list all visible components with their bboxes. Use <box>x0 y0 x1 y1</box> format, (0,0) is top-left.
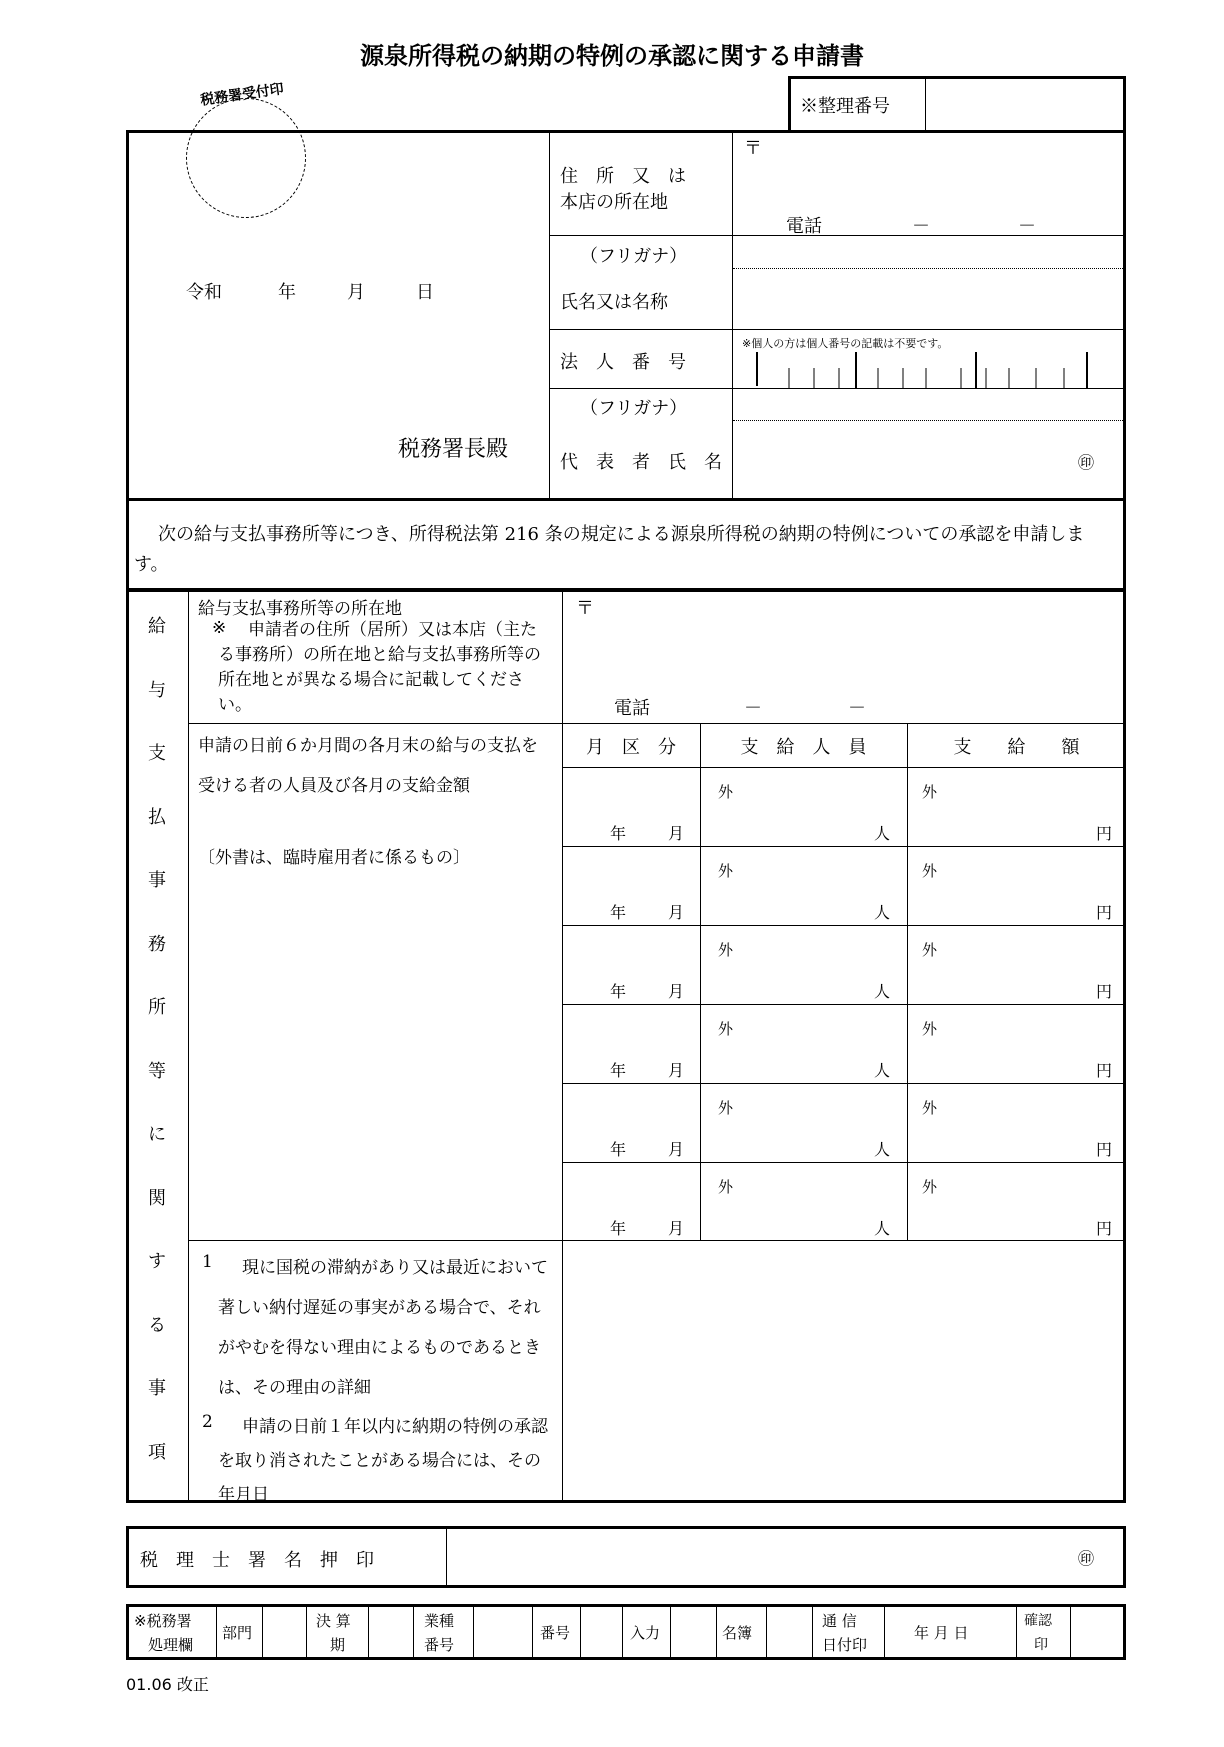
tax-accountant-seal-icon: ㊞ <box>1078 1549 1095 1568</box>
row-amount-field[interactable] <box>910 1166 1090 1237</box>
office-use-tsushin-1: 通 信 <box>822 1612 857 1630</box>
rep-name-field[interactable] <box>735 423 1065 495</box>
office-use-kakunin-2: 印 <box>1034 1637 1048 1653</box>
row-temp-amount-label: 外 <box>922 783 938 801</box>
date-year-label: 年 <box>278 282 296 303</box>
row-month-label: 月 <box>668 903 685 922</box>
office-use-nyuryoku: 入力 <box>630 1624 661 1642</box>
office-location-note-mark: ※ <box>212 618 227 638</box>
tax-accountant-label: 税 理 士 署 名 押 印 <box>140 1550 374 1571</box>
row-yen-unit: 円 <box>1096 824 1113 843</box>
row-month-label: 月 <box>668 824 685 843</box>
side-label-char: 項 <box>148 1441 166 1463</box>
office-use-gyoshu-1: 業種 <box>424 1612 455 1630</box>
row-amount-field[interactable] <box>910 771 1090 842</box>
row-temp-persons-label: 外 <box>718 941 734 959</box>
office-location-label: 給与支払事務所等の所在地 <box>198 599 402 619</box>
row-person-unit: 人 <box>874 982 891 1001</box>
stamp-label: 税務署受付印 <box>199 81 285 109</box>
side-label-char: 事 <box>148 1378 166 1399</box>
tax-accountant-field[interactable] <box>450 1530 1070 1584</box>
row-temp-amount-label: 外 <box>922 941 938 959</box>
note-1-text: 現に国税の滞納があり又は最近において著しい納付遅延の事実がある場合で、それがやむを得ない理由によるものであるときは、その理由の詳細 <box>218 1258 548 1398</box>
name-field[interactable] <box>735 270 1123 327</box>
furigana-label: （フリガナ） <box>580 246 688 267</box>
row-person-unit: 人 <box>874 903 891 922</box>
row-amount-field[interactable] <box>910 929 1090 1000</box>
postal-mark: 〒 <box>744 138 762 159</box>
office-phone-dash-2: － <box>848 698 866 719</box>
office-location-note: 申請者の住所（居所）又は本店（主たる事務所）の所在地と給与支払事務所等の所在地とが異なる場合に記載してください。 <box>218 620 541 715</box>
office-phone-dash-1: － <box>744 698 762 719</box>
side-label-char: 関 <box>148 1187 166 1209</box>
row-amount-field[interactable] <box>910 1008 1090 1079</box>
furigana-field[interactable] <box>735 238 1123 266</box>
row-person-unit: 人 <box>874 1140 891 1159</box>
row-person-unit: 人 <box>874 824 891 843</box>
side-label-char: 支 <box>148 743 166 764</box>
office-use-box <box>126 1604 1126 1660</box>
revision-note: 01.06 改正 <box>126 1675 209 1694</box>
row-year-label: 年 <box>610 982 627 1001</box>
note-2-number: 2 <box>202 1412 213 1432</box>
side-label-char: 務 <box>148 933 166 955</box>
tax-office-addressee: 税務署長殿 <box>398 437 509 462</box>
row-yen-unit: 円 <box>1096 982 1113 1001</box>
note-1-number: 1 <box>202 1252 213 1272</box>
row-month-field[interactable] <box>565 1087 697 1158</box>
office-phone-label: 電話 <box>614 698 650 719</box>
corp-number-note: ※個人の方は個人番号の記載は不要です。 <box>742 337 949 350</box>
row-yen-unit: 円 <box>1096 1219 1113 1238</box>
row-yen-unit: 円 <box>1096 1140 1113 1159</box>
phone-dash-1: － <box>912 216 930 237</box>
row-persons-field[interactable] <box>703 929 863 1000</box>
office-address-field[interactable] <box>600 594 1120 684</box>
row-temp-persons-label: 外 <box>718 1020 734 1038</box>
office-use-bango: 番号 <box>540 1624 571 1642</box>
row-month-field[interactable] <box>565 1008 697 1079</box>
side-label-char: る <box>148 1314 166 1336</box>
rep-name-label: 代 表 者 氏 名 <box>560 452 722 473</box>
row-persons-field[interactable] <box>703 771 863 842</box>
address-label-2: 本店の所在地 <box>560 192 668 213</box>
row-month-field[interactable] <box>565 771 697 842</box>
row-temp-amount-label: 外 <box>922 1099 938 1117</box>
row-temp-amount-label: 外 <box>922 1020 938 1038</box>
row-amount-field[interactable] <box>910 1087 1090 1158</box>
row-persons-field[interactable] <box>703 1008 863 1079</box>
side-label <box>140 612 174 1501</box>
row-temp-persons-label: 外 <box>718 1178 734 1196</box>
row-month-label: 月 <box>668 1140 685 1159</box>
seal-icon: ㊞ <box>1078 453 1095 472</box>
side-label-char: す <box>148 1251 166 1272</box>
note-2-text: 申請の日前１年以内に納期の特例の承認を取り消されたことがある場合には、その年月日 <box>218 1417 548 1505</box>
office-use-kakunin-1: 確認 <box>1024 1613 1052 1629</box>
date-day-label: 日 <box>416 282 434 303</box>
office-use-kessan-1: 決 算 <box>316 1612 351 1630</box>
row-yen-unit: 円 <box>1096 903 1113 922</box>
office-use-gyoshu-2: 番号 <box>424 1636 455 1654</box>
side-label-char: 払 <box>148 806 166 828</box>
row-month-label: 月 <box>668 982 685 1001</box>
row-year-label: 年 <box>610 1061 627 1080</box>
row-persons-field[interactable] <box>703 850 863 921</box>
row-year-label: 年 <box>610 824 627 843</box>
row-temp-persons-label: 外 <box>718 1099 734 1117</box>
address-label-1: 住 所 又 は <box>560 166 686 187</box>
side-label-char: 所 <box>148 997 166 1018</box>
name-label: 氏名又は名称 <box>560 292 668 313</box>
date-month-label: 月 <box>347 282 365 303</box>
row-month-field[interactable] <box>565 1166 697 1237</box>
office-use-meibo: 名簿 <box>722 1624 753 1642</box>
row-amount-field[interactable] <box>910 850 1090 921</box>
phone-label: 電話 <box>786 216 822 237</box>
application-statement: 次の給与支払事務所等につき、所得税法第 216 条の規定による源泉所得税の納期の特例についての承認を申請します。 <box>134 524 1085 575</box>
office-use-label-1: ※税務署 <box>134 1612 192 1630</box>
row-persons-field[interactable] <box>703 1087 863 1158</box>
side-label-char: 等 <box>148 1060 166 1082</box>
row-temp-amount-label: 外 <box>922 1178 938 1196</box>
office-use-kessan-2: 期 <box>330 1636 346 1654</box>
row-yen-unit: 円 <box>1096 1061 1113 1080</box>
row-persons-field[interactable] <box>703 1166 863 1237</box>
row-month-field[interactable] <box>565 850 697 921</box>
row-year-label: 年 <box>610 1140 627 1159</box>
seiri-number-label: ※整理番号 <box>800 96 890 117</box>
row-year-label: 年 <box>610 903 627 922</box>
rep-furigana-field[interactable] <box>735 391 1123 419</box>
row-month-field[interactable] <box>565 929 697 1000</box>
header-persons: 支 給 人 員 <box>740 737 867 758</box>
date-era: 令和 <box>186 282 222 303</box>
address-field[interactable] <box>760 136 1120 206</box>
office-postal-mark: 〒 <box>576 598 594 619</box>
side-label-char: に <box>148 1124 166 1145</box>
row-person-unit: 人 <box>874 1219 891 1238</box>
office-use-tsushin-2: 日付印 <box>822 1636 868 1654</box>
rep-furigana-label: （フリガナ） <box>580 398 688 419</box>
corp-number-label: 法 人 番 号 <box>560 352 686 373</box>
row-month-label: 月 <box>668 1219 685 1238</box>
payments-description: 申請の日前６か月間の各月末の給与の支払を受ける者の人員及び各月の支給金額 <box>198 736 538 796</box>
page-title: 源泉所得税の納期の特例の承認に関する申請書 <box>360 42 864 70</box>
office-use-bumon: 部門 <box>222 1624 253 1642</box>
corp-number-ticks <box>756 350 1096 390</box>
phone-dash-2: － <box>1018 216 1036 237</box>
header-amount: 支 給 額 <box>953 737 1080 758</box>
row-temp-persons-label: 外 <box>718 862 734 880</box>
row-year-label: 年 <box>610 1219 627 1238</box>
payments-note: 〔外書は、臨時雇用者に係るもの〕 <box>198 848 470 868</box>
row-temp-amount-label: 外 <box>922 862 938 880</box>
office-use-label-2: 処理欄 <box>148 1636 194 1654</box>
side-label-char: 与 <box>148 679 166 701</box>
row-temp-persons-label: 外 <box>718 783 734 801</box>
row-person-unit: 人 <box>874 1061 891 1080</box>
side-label-char: 事 <box>148 870 166 891</box>
office-use-ymd: 年 月 日 <box>914 1624 969 1642</box>
row-month-label: 月 <box>668 1061 685 1080</box>
notes-answer-field[interactable] <box>565 1243 1123 1500</box>
seiri-number-field[interactable] <box>928 79 1123 129</box>
header-month: 月 区 分 <box>586 737 676 758</box>
side-label-char: 給 <box>148 616 166 637</box>
